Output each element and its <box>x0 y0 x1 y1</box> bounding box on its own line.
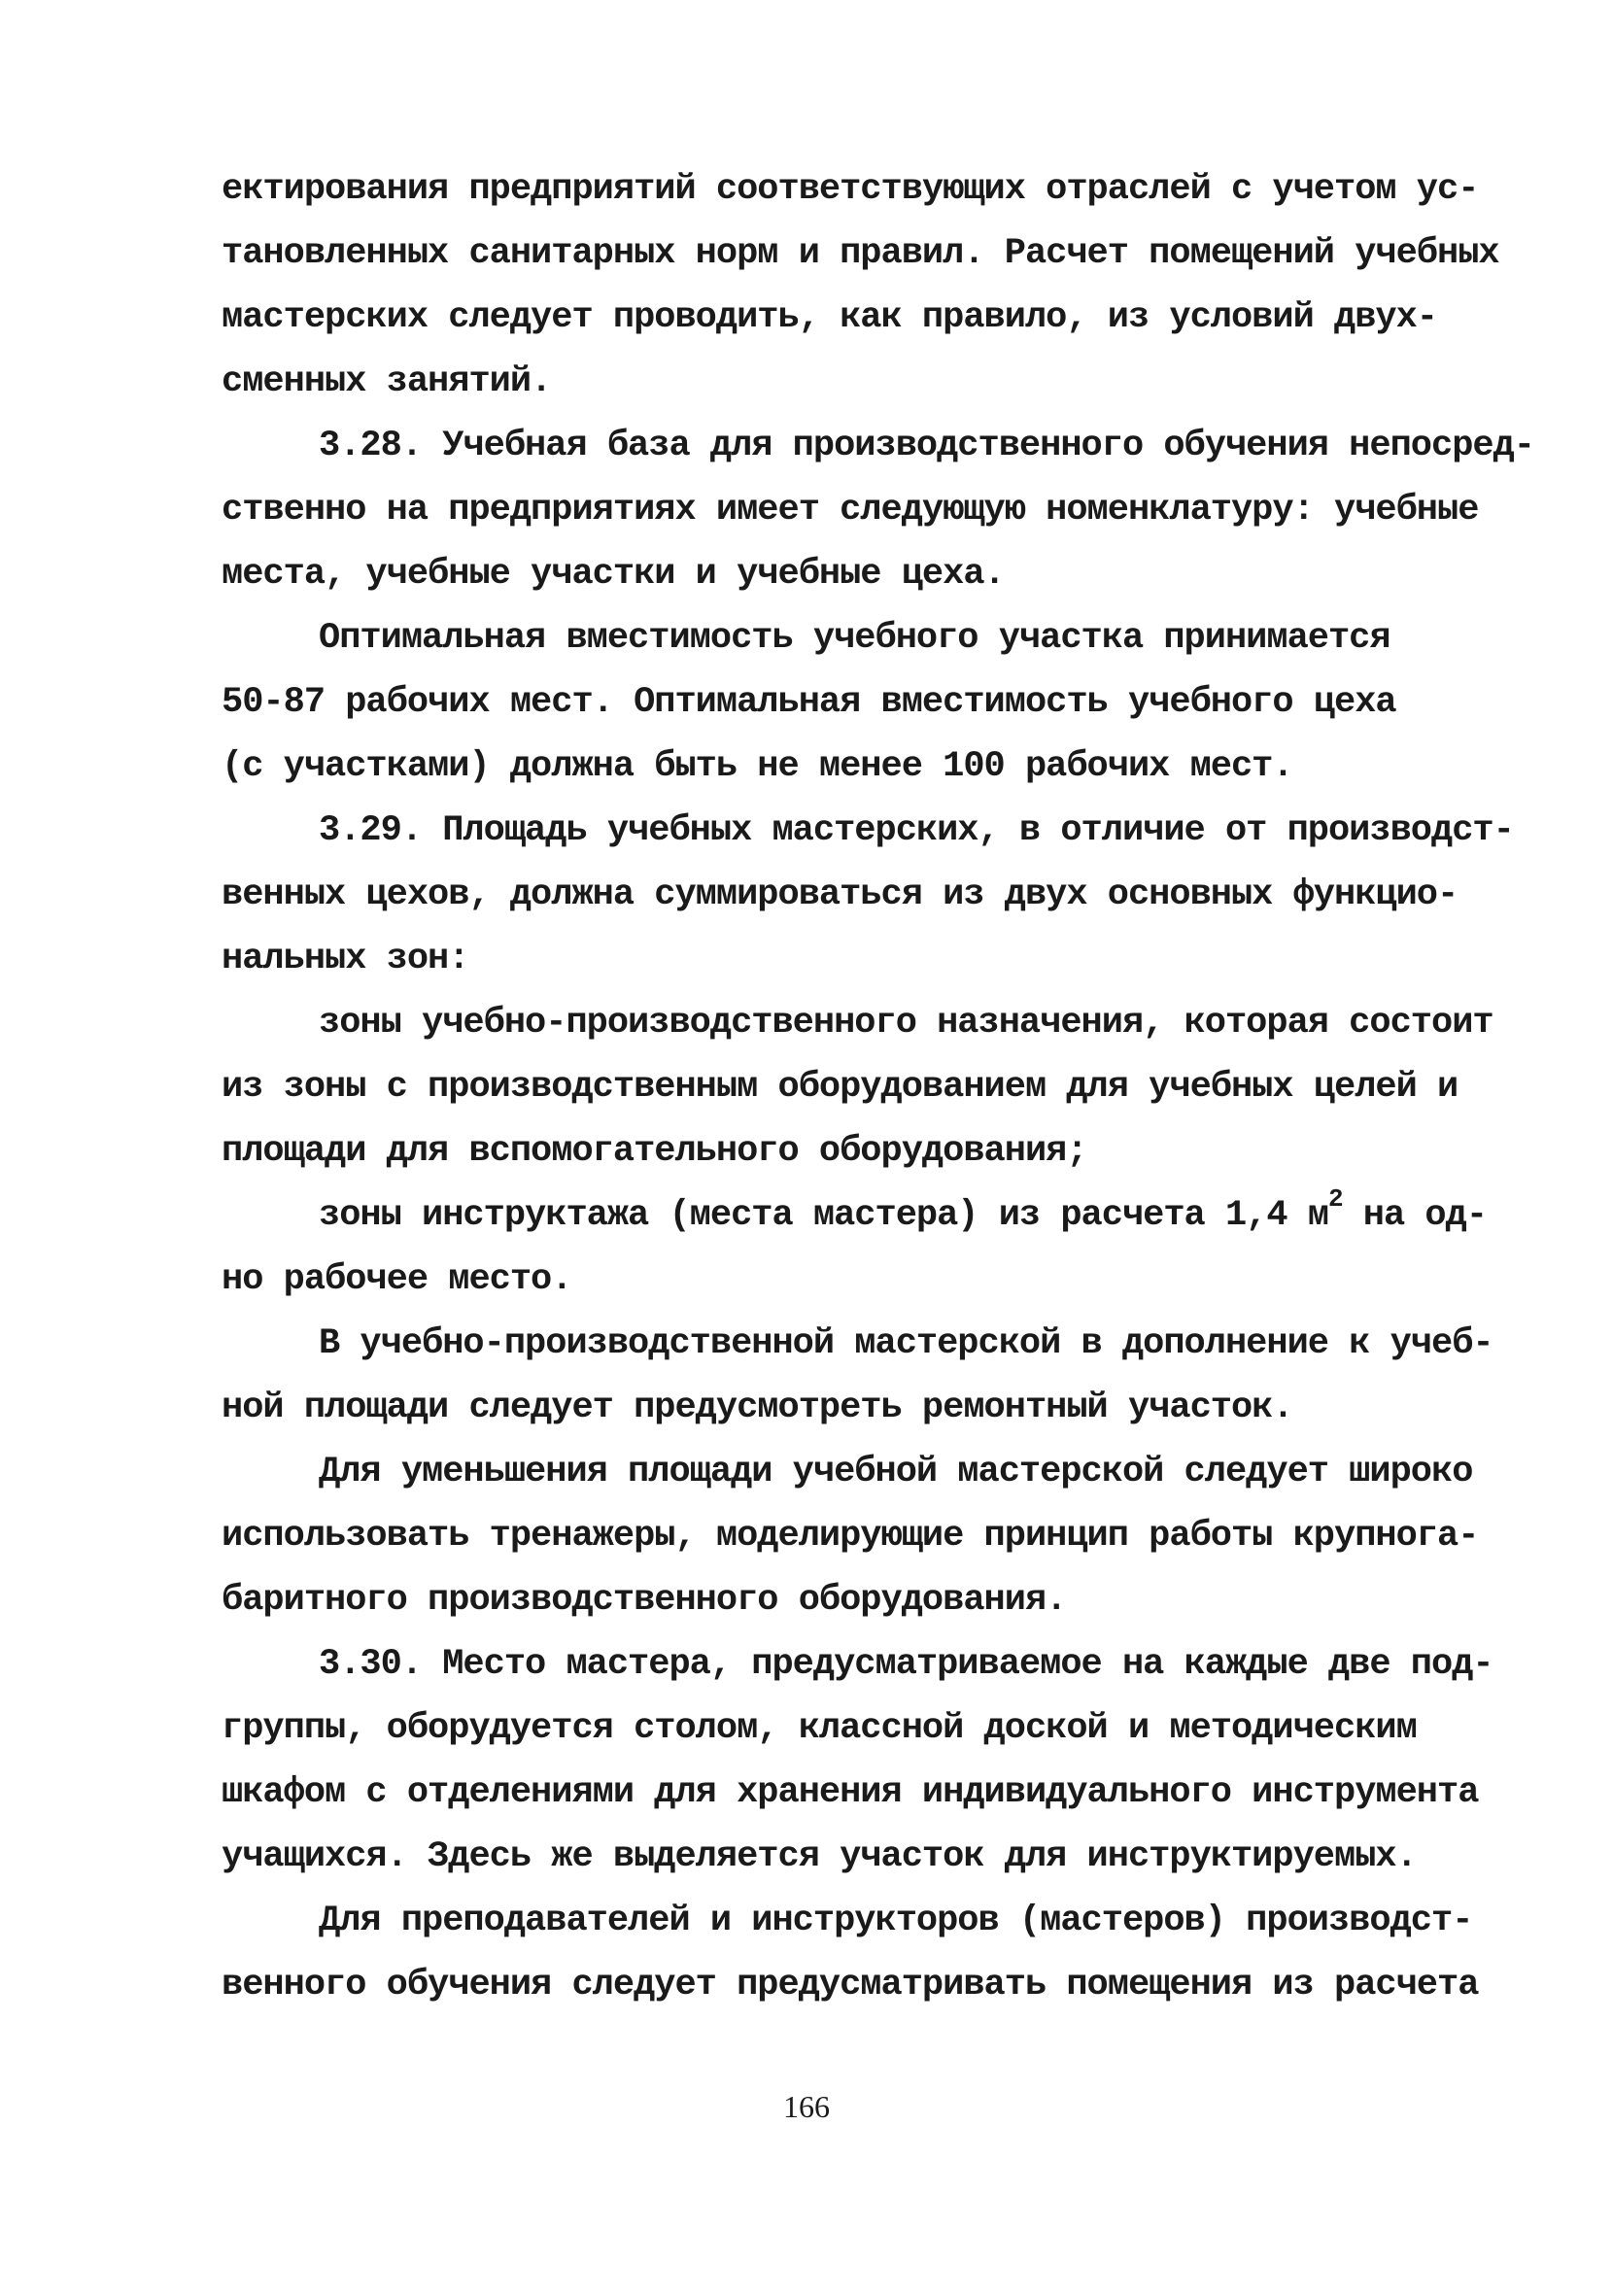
text-segment: зоны инструктажа (места мастера) из расчета 1,4 м <box>319 1195 1328 1236</box>
text-line: 3.28. Учебная база для производственного обучения непосред- <box>319 426 1535 466</box>
text-line: сменных занятий. <box>222 361 552 402</box>
text-line: учащихся. Здесь же выделяется участок для инструктируемых. <box>222 1836 1417 1877</box>
paragraph-zone-instruction <box>222 1183 1494 1312</box>
text-line: 3.29. Площадь учебных мастерских, в отличие от производст- <box>319 810 1514 851</box>
text-line: Для уменьшения площади учебной мастерской следует широко <box>319 1452 1473 1492</box>
text-line: В учебно-производственной мастерской в дополнение к учеб- <box>319 1323 1493 1364</box>
text-line: использовать тренажеры, моделирующие принцип работы крупнога- <box>222 1516 1479 1557</box>
paragraph-3-29 <box>222 799 1514 991</box>
text-line: венного обучения следует предусматривать помещения из расчета <box>222 1965 1479 2005</box>
text-line: баритного производственного оборудования. <box>222 1580 1067 1621</box>
text-line: 3.30. Место мастера, предусматриваемое на каждые две под- <box>319 1644 1493 1685</box>
text-segment: на од- <box>1342 1195 1488 1236</box>
text-line: мастерских следует проводить, как правило, из условий двух- <box>222 297 1438 338</box>
paragraph-3-30 <box>222 1632 1494 1889</box>
text-line: но рабочее место. <box>222 1259 572 1300</box>
text-line: (с участками) должна быть не менее 100 рабочих мест. <box>222 746 1293 787</box>
paragraph-teachers <box>222 1889 1494 2017</box>
text-line <box>222 1183 1494 1248</box>
text-line: из зоны с производственным оборудованием для учебных целей и <box>222 1067 1459 1108</box>
superscript: 2 <box>1327 1183 1343 1214</box>
paragraph-repair <box>222 1312 1494 1440</box>
paragraph-zone-production <box>222 991 1494 1183</box>
text-line: ной площади следует предусмотреть ремонтный участок. <box>222 1388 1293 1428</box>
text-line: ственно на предприятиях имеет следующую номенклатуру: учебные <box>222 490 1479 531</box>
text-line: шкафом с отделениями для хранения индивидуального инструмента <box>222 1772 1479 1813</box>
paragraph-capacity <box>222 606 1494 799</box>
paragraph-3-28 <box>222 414 1535 606</box>
text-line: зоны учебно-производственного назначения, которая состоит <box>319 1003 1493 1044</box>
page-number: 166 <box>783 2089 830 2124</box>
text-line: Оптимальная вместимость учебного участка принимается <box>319 618 1390 659</box>
text-line: тановленных санитарных норм и правил. Расчет помещений учебных <box>222 233 1499 274</box>
paragraph-simulators <box>222 1440 1494 1632</box>
document-body <box>222 157 1535 2017</box>
text-line: 50-87 рабочих мест. Оптимальная вместимость учебного цеха <box>222 682 1396 723</box>
text-line: венных цехов, должна суммироваться из двух основных функцио- <box>222 874 1459 915</box>
text-line: группы, оборудуется столом, классной доской и методическим <box>222 1708 1417 1749</box>
text-line: нальных зон: <box>222 939 469 979</box>
text-line: ектирования предприятий соответствующих отраслей с учетом ус- <box>222 169 1479 210</box>
text-line: места, учебные участки и учебные цеха. <box>222 554 1005 595</box>
text-line: площади для вспомогательного оборудования; <box>222 1131 1087 1172</box>
paragraph-continuation <box>222 157 1499 414</box>
text-line: Для преподавателей и инструкторов (мастеров) производст- <box>319 1901 1473 1941</box>
